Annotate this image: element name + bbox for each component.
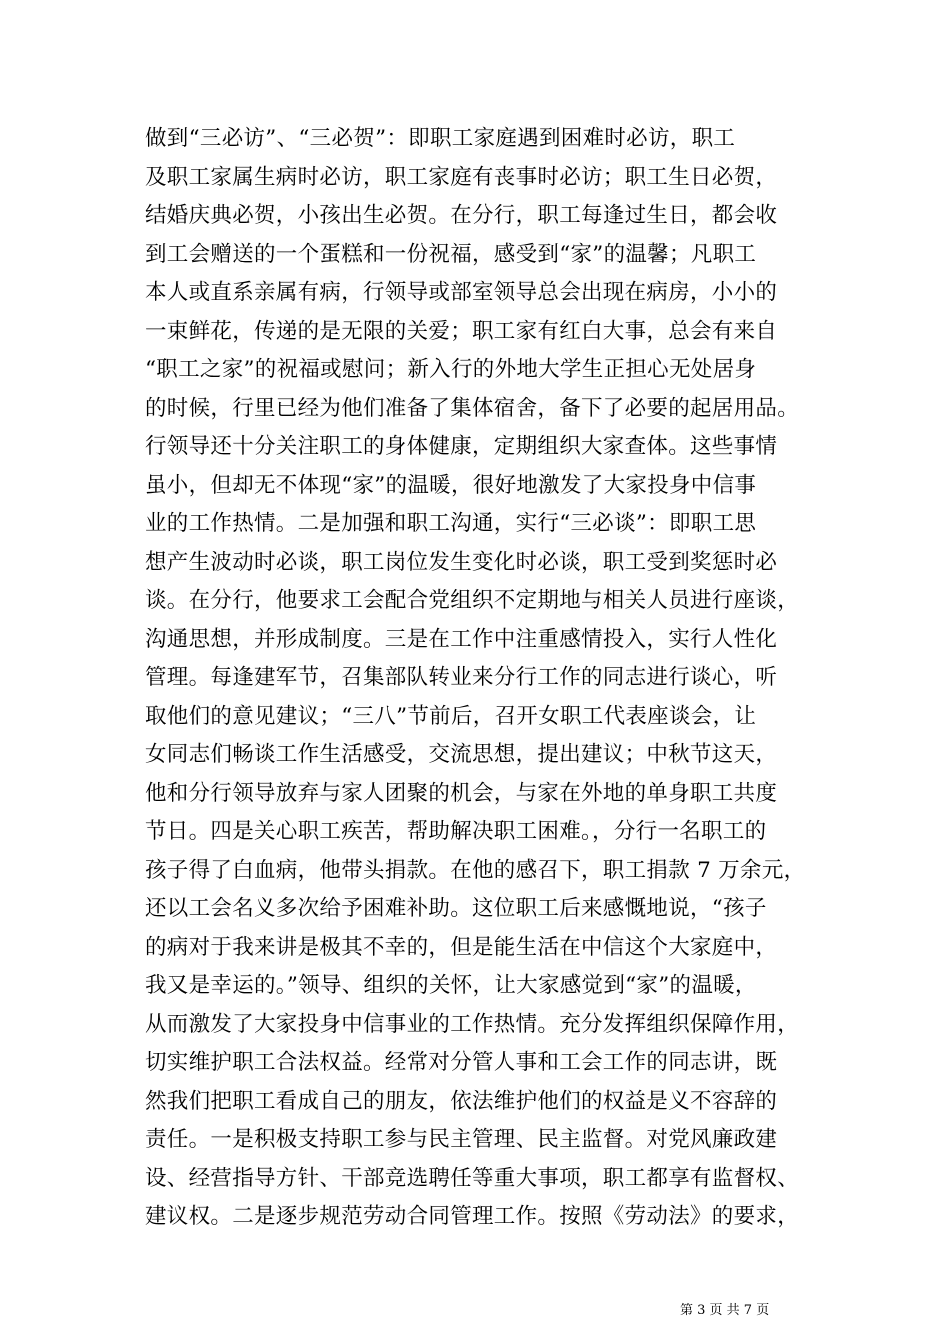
text-line: 从而激发了大家投身中信事业的工作热情。充分发挥组织保障作用， bbox=[145, 1011, 800, 1037]
text-line: 还以工会名义多次给予困难补助。这位职工后来感慨地说，“孩子 bbox=[145, 896, 767, 921]
text-line: 一束鲜花，传递的是无限的关爱；职工家有红白大事，总会有来自 bbox=[145, 318, 778, 344]
text-line: 想产生波动时必谈，职工岗位发生变化时必谈，职工受到奖惩时必 bbox=[145, 549, 778, 575]
text-line: 节日。四是关心职工疾苦，帮助解决职工困难。，分行一名职工的 bbox=[145, 819, 767, 844]
text-line: 责任。一是积极支持职工参与民主管理、民主监督。对党风廉政建 bbox=[145, 1127, 778, 1152]
text-line: 行领导还十分关注职工的身体健康，定期组织大家查体。这些事情 bbox=[145, 434, 778, 459]
text-line: 然我们把职工看成自己的朋友，依法维护他们的权益是义不容辞的 bbox=[145, 1088, 778, 1114]
body-text bbox=[145, 120, 815, 1237]
text-line: 业的工作热情。二是加强和职工沟通，实行“三必谈”：即职工思 bbox=[145, 511, 757, 536]
text-line: 的病对于我来讲是极其不幸的，但是能生活在中信这个大家庭中， bbox=[145, 934, 778, 960]
text-line: 女同志们畅谈工作生活感受，交流思想，提出建议；中秋节这天， bbox=[145, 742, 778, 767]
page-number: 第 3 页 共 7 页 bbox=[680, 1303, 770, 1318]
text-line: “职工之家”的祝福或慰问；新入行的外地大学生正担心无处居身 bbox=[145, 357, 757, 382]
text-line: 孩子得了白血病，他带头捐款。在他的感召下，职工捐款 7 万余元， bbox=[145, 857, 806, 883]
text-line: 管理。每逢建军节，召集部队转业来分行工作的同志进行谈心，听 bbox=[145, 665, 778, 690]
text-line: 做到“三必访”、“三必贺”：即职工家庭遇到困难时必访，职工 bbox=[145, 126, 736, 151]
text-line: 谈。在分行，他要求工会配合党组织不定期地与相关人员进行座谈， bbox=[145, 588, 800, 613]
text-line: 设、经营指导方针、干部竞选聘任等重大事项，职工都享有监督权、 bbox=[145, 1165, 800, 1191]
text-line: 的时候，行里已经为他们准备了集体宿舍，备下了必要的起居用品。 bbox=[145, 395, 800, 421]
text-line: 结婚庆典必贺，小孩出生必贺。在分行，职工每逢过生日，都会收 bbox=[145, 203, 778, 228]
text-line: 建议权。二是逐步规范劳动合同管理工作。按照《劳动法》的要求， bbox=[145, 1204, 800, 1229]
text-line: 到工会赠送的一个蛋糕和一份祝福，感受到“家”的温馨；凡职工 bbox=[145, 241, 757, 267]
text-line: 切实维护职工合法权益。经常对分管人事和工会工作的同志讲，既 bbox=[145, 1050, 778, 1075]
text-line: 虽小，但却无不体现“家”的温暖，很好地激发了大家投身中信事 bbox=[145, 472, 757, 498]
text-line: 本人或直系亲属有病，行领导或部室领导总会出现在病房，小小的 bbox=[145, 280, 778, 305]
text-line: 沟通思想，并形成制度。三是在工作中注重感情投入，实行人性化 bbox=[145, 626, 778, 652]
text-line: 我又是幸运的。”领导、组织的关怀，让大家感觉到“家”的温暖， bbox=[145, 973, 757, 998]
text-line: 取他们的意见建议；“三八”节前后，召开女职工代表座谈会，让 bbox=[145, 703, 757, 729]
text-line: 及职工家属生病时必访，职工家庭有丧事时必访；职工生日必贺， bbox=[145, 164, 778, 190]
text-line: 他和分行领导放弃与家人团聚的机会，与家在外地的单身职工共度 bbox=[145, 780, 778, 806]
